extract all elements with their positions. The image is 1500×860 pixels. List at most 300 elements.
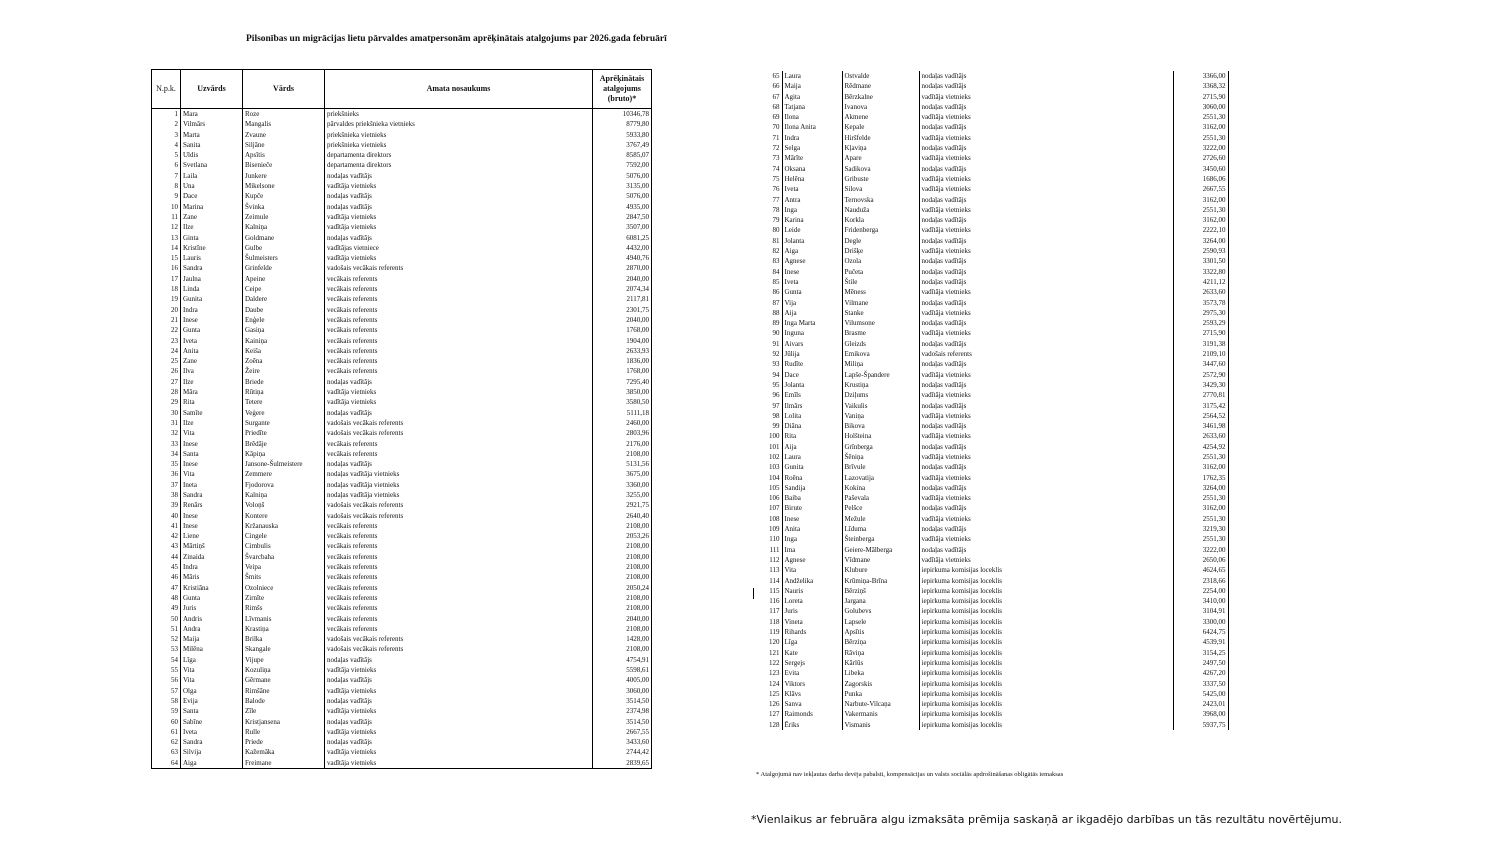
salary-cell: 2108,00	[593, 644, 652, 654]
position-cell: nodaļas vadītājs	[325, 696, 593, 706]
name-cell: Rimšāne	[243, 686, 325, 696]
name-cell: Rēdmane	[842, 81, 919, 91]
salary-cell: 10346,78	[593, 109, 652, 120]
name-cell: Mikelsone	[243, 181, 325, 191]
name-cell: Zemmere	[243, 469, 325, 479]
surname-cell: Agita	[782, 92, 842, 102]
row-number: 44	[152, 552, 181, 562]
position-cell: vadītāja vietnieks	[919, 112, 1173, 122]
table-row	[152, 737, 652, 747]
table-row	[756, 596, 1228, 606]
salary-cell: 2074,34	[593, 284, 652, 294]
surname-cell: Samīte	[181, 408, 243, 418]
name-cell: Šmits	[243, 572, 325, 582]
name-cell: Gērmane	[243, 675, 325, 685]
surname-cell: Mārīte	[782, 153, 842, 163]
position-cell: vadītāja vietnieks	[919, 133, 1173, 143]
table-row	[152, 655, 652, 665]
name-cell: Pučeta	[842, 267, 919, 277]
row-number: 51	[152, 624, 181, 634]
name-cell: Kāpiņa	[243, 449, 325, 459]
position-cell: vadītāja vietnieks	[919, 225, 1173, 235]
position-cell: nodaļas vadītājs	[919, 215, 1173, 225]
surname-cell: Kristīne	[181, 243, 243, 253]
position-cell: vadītāja vietnieks	[919, 174, 1173, 184]
name-cell: Klubure	[842, 565, 919, 575]
salary-cell: 2108,00	[593, 521, 652, 531]
row-number: 125	[756, 689, 782, 699]
salary-cell: 5131,56	[593, 459, 652, 469]
surname-cell: Helēna	[782, 174, 842, 184]
name-cell: Priedīte	[243, 428, 325, 438]
surname-cell: Gunita	[782, 462, 842, 472]
row-number: 97	[756, 401, 782, 411]
position-cell: vadītāja vietnieks	[325, 686, 593, 696]
name-cell: Gasiņa	[243, 325, 325, 335]
position-cell: iepirkuma komisijas loceklis	[919, 709, 1173, 719]
surname-cell: Anita	[181, 346, 243, 356]
row-number: 8	[152, 181, 181, 191]
position-cell: vadītāja vietnieks	[919, 246, 1173, 256]
table-row	[756, 205, 1228, 215]
row-number: 123	[756, 668, 782, 678]
position-cell: vecākais referents	[325, 336, 593, 346]
table-row	[152, 562, 652, 572]
name-cell: Rūtiņa	[243, 387, 325, 397]
surname-cell: Inese	[782, 267, 842, 277]
row-number: 49	[152, 603, 181, 613]
row-number: 87	[756, 298, 782, 308]
name-cell: Surgante	[243, 418, 325, 428]
position-cell: nodaļas vadītājs	[325, 171, 593, 181]
table-row	[152, 675, 652, 685]
name-cell: Zoēna	[243, 356, 325, 366]
surname-cell: Raimonds	[782, 709, 842, 719]
position-cell: departamenta direktors	[325, 150, 593, 160]
surname-cell: Inese	[782, 514, 842, 524]
position-cell: vadošais vecākais referents	[325, 511, 593, 521]
table-row	[152, 233, 652, 243]
surname-cell: Zane	[181, 212, 243, 222]
table-row	[756, 431, 1228, 441]
surname-cell: Ilona Anita	[782, 122, 842, 132]
name-cell: Kārlūs	[842, 658, 919, 668]
salary-cell: 5598,61	[593, 665, 652, 675]
row-number: 72	[756, 143, 782, 153]
salary-cell: 4940,76	[593, 253, 652, 263]
surname-cell: Inese	[181, 521, 243, 531]
name-cell: Nauduža	[842, 205, 919, 215]
position-cell: vecākais referents	[325, 346, 593, 356]
position-cell: vadītāja vietnieks	[919, 308, 1173, 318]
surname-cell: Aiga	[782, 246, 842, 256]
position-cell: nodaļas vadītājs	[325, 459, 593, 469]
name-cell: Dziļums	[842, 390, 919, 400]
row-number: 77	[756, 195, 782, 205]
salary-cell: 2040,00	[593, 274, 652, 284]
table-row	[152, 500, 652, 510]
position-cell: vadītāja vietnieks	[919, 184, 1173, 194]
row-number: 104	[756, 473, 782, 483]
salary-cell: 5933,80	[593, 130, 652, 140]
table-row	[152, 428, 652, 438]
row-number: 32	[152, 428, 181, 438]
row-number: 106	[756, 493, 782, 503]
salary-cell: 3162,00	[1173, 215, 1228, 225]
salary-cell: 4935,00	[593, 202, 652, 212]
surname-cell: Vita	[181, 675, 243, 685]
salary-cell: 2803,96	[593, 428, 652, 438]
name-cell: Veipa	[243, 562, 325, 572]
name-cell: Švarcbaha	[243, 552, 325, 562]
surname-cell: Linda	[181, 284, 243, 294]
surname-cell: Sandra	[181, 263, 243, 273]
table-row	[152, 665, 652, 675]
position-cell: vadītāja vietnieks	[325, 387, 593, 397]
salary-cell: 3255,00	[593, 490, 652, 500]
table-row	[756, 164, 1228, 174]
position-cell: vadītāja vietnieks	[325, 758, 593, 769]
name-cell: Kržanauska	[243, 521, 325, 531]
table-row	[756, 483, 1228, 493]
header-position: Amata nosaukums	[325, 70, 593, 109]
row-number: 46	[152, 572, 181, 582]
surname-cell: Jaulna	[181, 274, 243, 284]
table-header-row	[152, 70, 652, 109]
position-cell: vecākais referents	[325, 624, 593, 634]
surname-cell: Uldis	[181, 150, 243, 160]
table-row	[756, 709, 1228, 719]
table-row	[756, 380, 1228, 390]
name-cell: Silova	[842, 184, 919, 194]
salary-cell: 3191,38	[1173, 339, 1228, 349]
position-cell: nodaļas vadītājs	[919, 401, 1173, 411]
table-row	[152, 717, 652, 727]
salary-cell: 2109,10	[1173, 349, 1228, 359]
position-cell: iepirkuma komisijas loceklis	[919, 606, 1173, 616]
name-cell: Ozolniece	[243, 583, 325, 593]
row-number: 2	[152, 119, 181, 129]
salary-cell: 2318,66	[1173, 576, 1228, 586]
salary-cell: 3429,30	[1173, 380, 1228, 390]
salary-cell: 1836,00	[593, 356, 652, 366]
surname-cell: Vita	[782, 565, 842, 575]
row-number: 116	[756, 596, 782, 606]
position-cell: vecākais referents	[325, 315, 593, 325]
name-cell: Fridenberga	[842, 225, 919, 235]
surname-cell: Baiba	[782, 493, 842, 503]
name-cell: Balode	[243, 696, 325, 706]
row-number: 124	[756, 679, 782, 689]
name-cell: Holšteina	[842, 431, 919, 441]
position-cell: nodaļas vadītājs	[919, 71, 1173, 81]
name-cell: Bērzkalne	[842, 92, 919, 102]
surname-cell: Marina	[181, 202, 243, 212]
salary-cell: 2650,06	[1173, 555, 1228, 565]
surname-cell: Maija	[181, 634, 243, 644]
table-row	[152, 160, 652, 170]
position-cell: vadītāja vietnieks	[325, 397, 593, 407]
position-cell: vadošais vecākais referents	[325, 634, 593, 644]
name-cell: Bērziņa	[842, 637, 919, 647]
name-cell: Vaikulis	[842, 401, 919, 411]
row-number: 92	[756, 349, 782, 359]
surname-cell: Aivars	[782, 339, 842, 349]
row-number: 99	[756, 421, 782, 431]
row-number: 34	[152, 449, 181, 459]
name-cell: Geiere-Mālberga	[842, 545, 919, 555]
surname-cell: Inese	[181, 315, 243, 325]
row-number: 114	[756, 576, 782, 586]
position-cell: nodaļas vadītājs	[919, 483, 1173, 493]
name-cell: Štile	[842, 277, 919, 287]
name-cell: Briede	[243, 377, 325, 387]
position-cell: nodaļas vadītājs	[919, 339, 1173, 349]
name-cell: Mangalis	[243, 119, 325, 129]
position-cell: iepirkuma komisijas loceklis	[919, 627, 1173, 637]
surname-cell: Emīls	[782, 390, 842, 400]
surname-cell: Aija	[782, 442, 842, 452]
salary-cell: 2374,98	[593, 706, 652, 716]
salary-cell: 3507,00	[593, 222, 652, 232]
surname-cell: Jolanta	[782, 380, 842, 390]
table-row	[756, 102, 1228, 112]
surname-cell: Evija	[181, 696, 243, 706]
header-surname: Uzvārds	[181, 70, 243, 109]
position-cell: iepirkuma komisijas loceklis	[919, 668, 1173, 678]
table-row	[152, 644, 652, 654]
position-cell: vadītāja vietnieks	[325, 665, 593, 675]
row-number: 119	[756, 627, 782, 637]
table-row	[756, 699, 1228, 709]
salary-cell: 2551,30	[1173, 452, 1228, 462]
surname-cell: Inese	[181, 459, 243, 469]
table-row	[152, 387, 652, 397]
name-cell: Lapše-Špandere	[842, 370, 919, 380]
table-row	[152, 325, 652, 335]
salary-table-left	[151, 69, 652, 769]
row-number: 70	[756, 122, 782, 132]
name-cell: Gleizds	[842, 339, 919, 349]
table-row	[756, 298, 1228, 308]
table-row	[756, 133, 1228, 143]
table-row	[152, 315, 652, 325]
name-cell: Krustiņa	[842, 380, 919, 390]
position-cell: nodaļas vadītājs	[919, 359, 1173, 369]
table-row	[756, 586, 1228, 596]
row-number: 36	[152, 469, 181, 479]
salary-cell: 3767,49	[593, 140, 652, 150]
surname-cell: Ilze	[181, 222, 243, 232]
row-number: 93	[756, 359, 782, 369]
surname-cell: Ilmārs	[782, 401, 842, 411]
salary-cell: 4005,00	[593, 675, 652, 685]
row-number: 121	[756, 648, 782, 658]
table-row	[756, 71, 1228, 81]
position-cell: vecākais referents	[325, 593, 593, 603]
name-cell: Līduma	[842, 524, 919, 534]
table-row	[756, 328, 1228, 338]
surname-cell: Inga Marta	[782, 318, 842, 328]
row-number: 19	[152, 294, 181, 304]
salary-cell: 4539,91	[1173, 637, 1228, 647]
name-cell: Brasme	[842, 328, 919, 338]
table-row	[756, 473, 1228, 483]
position-cell: vecākais referents	[325, 449, 593, 459]
surname-cell: Antra	[782, 195, 842, 205]
surname-cell: Gunta	[181, 325, 243, 335]
name-cell: Kristjansena	[243, 717, 325, 727]
salary-cell: 3264,00	[1173, 483, 1228, 493]
salary-cell: 3060,00	[1173, 102, 1228, 112]
table-row	[756, 534, 1228, 544]
row-number: 76	[756, 184, 782, 194]
surname-cell: Sabīne	[181, 717, 243, 727]
row-number: 13	[152, 233, 181, 243]
position-cell: vecākais referents	[325, 284, 593, 294]
row-number: 126	[756, 699, 782, 709]
position-cell: nodaļas vadītājs	[919, 318, 1173, 328]
surname-cell: Jūlija	[782, 349, 842, 359]
name-cell: Freimane	[243, 758, 325, 769]
name-cell: Emikova	[842, 349, 919, 359]
position-cell: iepirkuma komisijas loceklis	[919, 679, 1173, 689]
salary-cell: 2108,00	[593, 552, 652, 562]
table-row	[756, 184, 1228, 194]
table-row	[152, 191, 652, 201]
salary-cell: 3060,00	[593, 686, 652, 696]
table-row	[152, 541, 652, 551]
salary-cell: 2770,81	[1173, 390, 1228, 400]
surname-cell: Vita	[181, 428, 243, 438]
table-row	[756, 627, 1228, 637]
salary-cell: 2564,52	[1173, 411, 1228, 421]
position-cell: nodaļas vadītājs	[325, 675, 593, 685]
position-cell: vecākais referents	[325, 305, 593, 315]
name-cell: Zīle	[243, 706, 325, 716]
name-cell: Krūmiņa-Brīna	[842, 576, 919, 586]
table-row	[152, 418, 652, 428]
table-row	[756, 658, 1228, 668]
position-cell: vadītāja vietnieks	[919, 534, 1173, 544]
surname-cell: Inese	[181, 439, 243, 449]
name-cell: Vakermanis	[842, 709, 919, 719]
surname-cell: Indra	[181, 305, 243, 315]
position-cell: nodaļas vadītājs	[919, 277, 1173, 287]
table-row	[756, 195, 1228, 205]
row-number: 74	[756, 164, 782, 174]
position-cell: iepirkuma komisijas loceklis	[919, 699, 1173, 709]
salary-cell: 3573,78	[1173, 298, 1228, 308]
surname-cell: Agnese	[782, 256, 842, 266]
table-row	[756, 359, 1228, 369]
salary-cell: 4754,91	[593, 655, 652, 665]
table-row	[756, 122, 1228, 132]
position-cell: iepirkuma komisijas loceklis	[919, 596, 1173, 606]
row-number: 16	[152, 263, 181, 273]
position-cell: vadītāja vietnieks	[325, 706, 593, 716]
table-row	[152, 572, 652, 582]
name-cell: Kalniņa	[243, 490, 325, 500]
name-cell: Hiršfelde	[842, 133, 919, 143]
position-cell: vecākais referents	[325, 356, 593, 366]
salary-cell: 4267,20	[1173, 668, 1228, 678]
position-cell: vadītāja vietnieks	[919, 328, 1173, 338]
row-number: 81	[756, 236, 782, 246]
name-cell: Šulmeisters	[243, 253, 325, 263]
position-cell: iepirkuma komisijas loceklis	[919, 658, 1173, 668]
row-number: 107	[756, 503, 782, 513]
surname-cell: Ilze	[181, 418, 243, 428]
row-number: 82	[756, 246, 782, 256]
surname-cell: Zane	[181, 356, 243, 366]
row-number: 88	[756, 308, 782, 318]
row-number: 24	[152, 346, 181, 356]
salary-cell: 7295,40	[593, 377, 652, 387]
row-number: 111	[756, 545, 782, 555]
row-number: 79	[756, 215, 782, 225]
table-row	[756, 267, 1228, 277]
surname-cell: Gunta	[181, 593, 243, 603]
surname-cell: Santa	[181, 706, 243, 716]
surname-cell: Agnese	[782, 555, 842, 565]
table-row	[152, 243, 652, 253]
position-cell: vecākais referents	[325, 583, 593, 593]
position-cell: nodaļas vadītājs	[919, 380, 1173, 390]
row-number: 7	[152, 171, 181, 181]
name-cell: Punka	[842, 689, 919, 699]
row-number: 118	[756, 617, 782, 627]
salary-cell: 3360,00	[593, 480, 652, 490]
position-cell: vadītāja vietnieks	[919, 514, 1173, 524]
surname-cell: Silvija	[181, 747, 243, 757]
table-row	[152, 480, 652, 490]
header-name: Vārds	[243, 70, 325, 109]
name-cell: Kozuliņa	[243, 665, 325, 675]
position-cell: vecākais referents	[325, 325, 593, 335]
name-cell: Gribuste	[842, 174, 919, 184]
row-number: 80	[756, 225, 782, 235]
position-cell: vadītāja vietnieks	[325, 747, 593, 757]
row-number: 17	[152, 274, 181, 284]
surname-cell: Līga	[782, 637, 842, 647]
surname-cell: Kate	[782, 648, 842, 658]
position-cell: vadītāja vietnieks	[919, 92, 1173, 102]
row-number: 31	[152, 418, 181, 428]
salary-cell: 3366,00	[1173, 71, 1228, 81]
row-number: 86	[756, 287, 782, 297]
row-number: 84	[756, 267, 782, 277]
row-number: 21	[152, 315, 181, 325]
surname-cell: Sanita	[181, 140, 243, 150]
name-cell: Junkere	[243, 171, 325, 181]
row-number: 105	[756, 483, 782, 493]
position-cell: vadītāja vietnieks	[919, 411, 1173, 421]
name-cell: Golubevs	[842, 606, 919, 616]
name-cell: Voloņš	[243, 500, 325, 510]
table-row	[152, 336, 652, 346]
position-cell: iepirkuma komisijas loceklis	[919, 720, 1173, 730]
name-cell: Brilka	[243, 634, 325, 644]
table-footnote: * Atalgojumā nav iekļautas darba devēja pabalsti, kompensācijas un valsts sociālās apdrošināšanas obligātās iemaksas	[756, 771, 1064, 778]
salary-cell: 2715,90	[1173, 92, 1228, 102]
surname-cell: Juris	[782, 606, 842, 616]
name-cell: Vismanis	[842, 720, 919, 730]
position-cell: nodaļas vadītāja vietnieks	[325, 490, 593, 500]
surname-cell: Ima	[782, 545, 842, 555]
name-cell: Rulle	[243, 727, 325, 737]
position-cell: nodaļas vadītājs	[919, 462, 1173, 472]
